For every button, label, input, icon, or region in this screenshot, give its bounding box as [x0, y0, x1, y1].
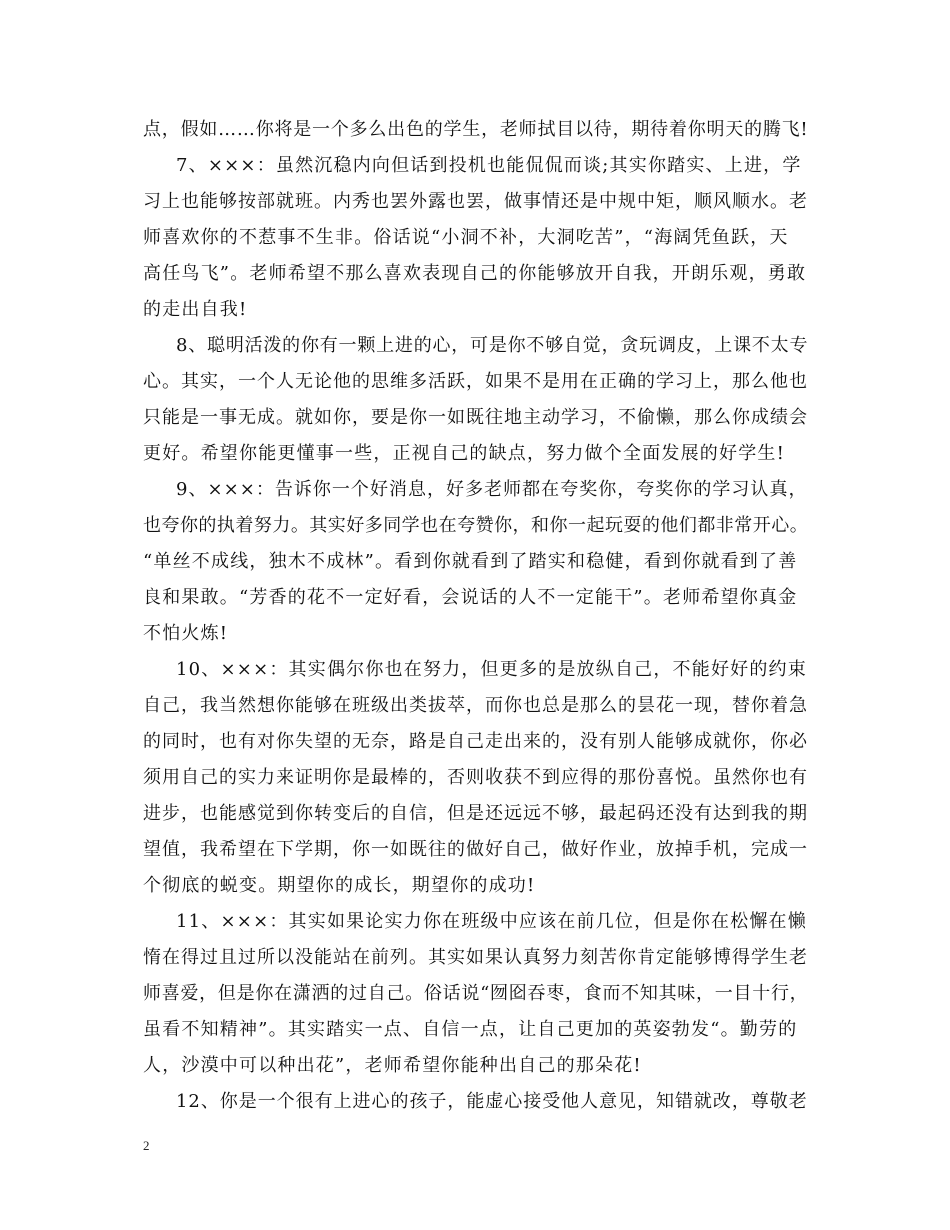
text-line: 师喜爱，但是你在潇洒的过自己。俗话说“囫囵吞枣，食而不知其味，一目十行， [143, 983, 809, 1004]
text-line: 师喜欢你的不惹事不生非。俗话说“小洞不补，大洞吃苦”，“海阔凭鱼跃，天 [143, 227, 789, 248]
page-number: 2 [143, 1138, 150, 1153]
text-line: 8、聪明活泼的你有一颗上进的心，可是你不够自觉，贪玩调皮，上课不太专 [176, 335, 809, 356]
text-line: 也夸你的执着努力。其实好多同学也在夸赞你，和你一起玩耍的他们都非常开心。 [143, 515, 809, 536]
text-line: 良和果敢。“芳香的花不一定好看，会说话的人不一定能干”。老师希望你真金 [143, 587, 798, 608]
text-line: 点，假如……你将是一个多么出色的学生，老师拭目以待，期待着你明天的腾飞! [143, 119, 809, 140]
text-line: 10、×××：其实偶尔你也在努力，但更多的是放纵自己，不能好好的约束 [176, 659, 807, 680]
text-line: 心。其实，一个人无论他的思维多活跃，如果不是用在正确的学习上，那么他也 [143, 371, 808, 392]
text-line: 11、×××：其实如果论实力你在班级中应该在前几位，但是你在松懈在懒 [176, 911, 807, 932]
text-line: “单丝不成线，独木不成林”。看到你就看到了踏实和稳健，看到你就看到了善 [143, 551, 798, 572]
text-line: 习上也能够按部就班。内秀也罢外露也罢，做事情还是中规中矩，顺风顺水。老 [143, 191, 808, 212]
text-line: 人，沙漠中可以种出花”，老师希望你能种出自己的那朵花! [143, 1055, 642, 1076]
text-line: 7、×××：虽然沉稳内向但话到投机也能侃侃而谈;其实你踏实、上进，学 [176, 155, 802, 176]
text-line: 的走出自我! [143, 299, 248, 320]
text-line: 个彻底的蜕变。期望你的成长，期望你的成功! [143, 875, 536, 896]
text-line: 的同时，也有对你失望的无奈，路是自己走出来的，没有别人能够成就你，你必 [143, 731, 808, 752]
text-line: 须用自己的实力来证明你是最棒的，否则收获不到应得的那份喜悦。虽然你也有 [143, 767, 808, 788]
text-line: 虽看不知精神”。其实踏实一点、自信一点，让自己更加的英姿勃发“。勤劳的 [143, 1019, 798, 1040]
text-line: 望值，我希望在下学期，你一如既往的做好自己，做好作业，放掉手机，完成一 [143, 839, 808, 860]
text-line: 更好。希望你能更懂事一些，正视自己的缺点，努力做个全面发展的好学生! [143, 443, 786, 464]
text-line: 9、×××：告诉你一个好消息，好多老师都在夸奖你，夸奖你的学习认真， [176, 479, 808, 500]
text-line: 12、你是一个很有上进心的孩子，能虚心接受他人意见，知错就改，尊敬老 [176, 1091, 808, 1112]
text-line: 只能是一事无成。就如你，要是你一如既往地主动学习，不偷懒，那么你成绩会 [143, 407, 808, 428]
text-line: 不怕火炼! [143, 623, 229, 644]
text-line: 高任鸟飞”。老师希望不那么喜欢表现自己的你能够放开自我，开朗乐观，勇敢 [143, 263, 807, 284]
text-line: 进步，也能感觉到你转变后的自信，但是还远远不够，最起码还没有达到我的期 [143, 803, 808, 824]
text-line: 自己，我当然想你能够在班级出类拔萃，而你也总是那么的昙花一现，替你着急 [143, 695, 808, 716]
text-line: 惰在得过且过所以没能站在前列。其实如果认真努力刻苦你肯定能够博得学生老 [143, 947, 808, 968]
